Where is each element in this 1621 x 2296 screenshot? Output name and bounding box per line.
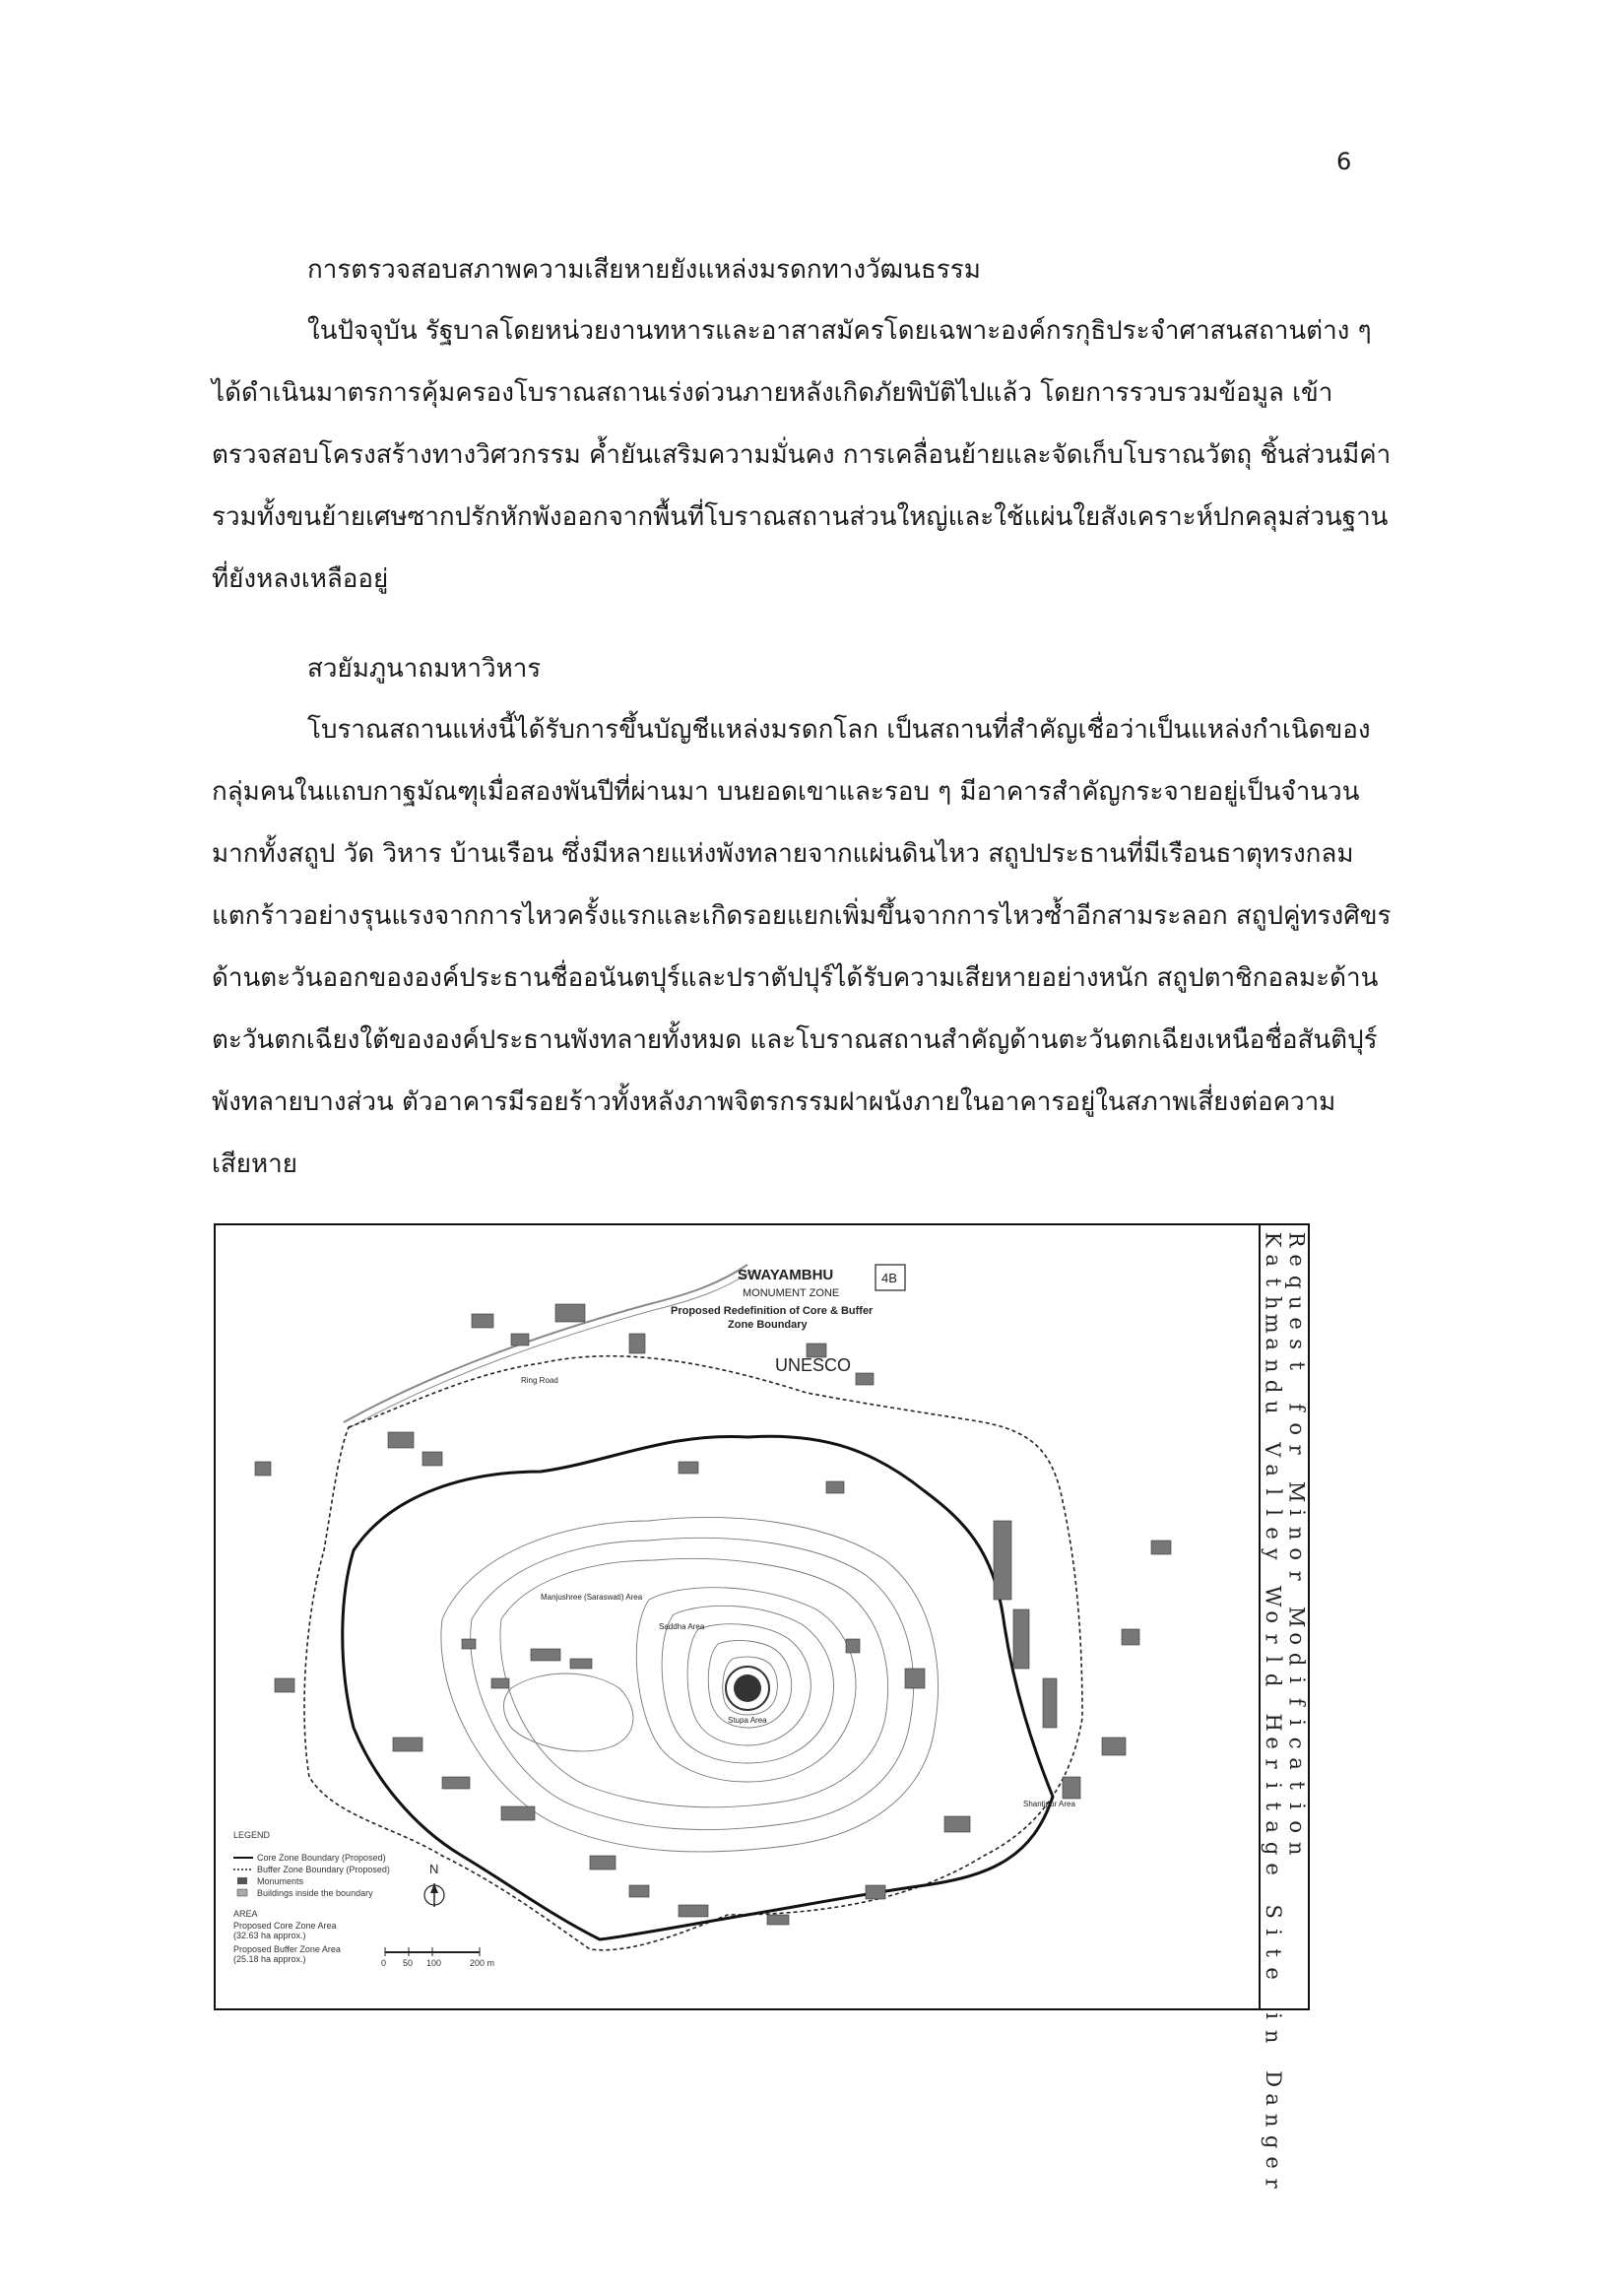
side-title-char: c — [1284, 1737, 1309, 1749]
side-title-char: t — [1284, 1781, 1309, 1790]
side-title-char: V — [1261, 1442, 1285, 1458]
side-title-char: i — [1261, 2012, 1285, 2019]
side-title-char: g — [1261, 1841, 1285, 1855]
side-title-char: e — [1261, 1527, 1285, 1541]
side-title-char: i — [1261, 1782, 1285, 1789]
area-label: Saddha Area — [659, 1622, 705, 1631]
side-title-char: i — [1261, 1929, 1285, 1935]
side-title-char: o — [1284, 1820, 1309, 1834]
scale-bar — [385, 1947, 480, 1956]
side-title-char: o — [1261, 1610, 1285, 1624]
side-title-char — [1262, 1425, 1282, 1432]
side-title-char: u — [1284, 1295, 1309, 1310]
scale-label: 50 — [403, 1958, 414, 1968]
scale-label: 200 m — [470, 1958, 495, 1968]
side-title-char: D — [1261, 2070, 1285, 2087]
side-title-char: S — [1261, 1903, 1285, 1919]
side-title-char: s — [1284, 1339, 1309, 1350]
paragraph-line: ด้านตะวันออกขององค์ประธานชื่ออนันตปุร์และปราตัปปุร์ได้รับความเสียหายอย่างหนัก สถูปตาชิกอลมะด้าน — [212, 963, 1379, 993]
side-title-char: t — [1261, 1278, 1285, 1286]
side-title-char — [1262, 1572, 1282, 1579]
contour-lines — [441, 1517, 939, 1852]
side-title-char: a — [1284, 1757, 1309, 1771]
map-figure — [214, 1223, 1310, 2190]
paragraph-line: พังทลายบางส่วน ตัวอาคารมีรอยร้าวทั้งหลังภาพจิตรกรรมฝาผนังภายในอาคารอยู่ในสภาพเสี่ยงต่อความ — [212, 1087, 1336, 1117]
side-title-char — [1262, 1698, 1282, 1705]
side-title-char: m — [1261, 1313, 1285, 1334]
map-caption-1: Proposed Redefinition of Core & Buffer — [671, 1305, 874, 1317]
legend-item: Buffer Zone Boundary (Proposed) — [257, 1865, 390, 1874]
side-title-char: r — [1261, 1633, 1285, 1644]
side-title-char: i — [1284, 1676, 1309, 1684]
paragraph-line: มากทั้งสถูป วัด วิหาร บ้านเรือน ซึ่งมีหลายแห่งพังทลายจากแผ่นดินไหว สถูปประธานที่มีเรือนธาตุทรงกลม — [212, 839, 1354, 869]
paragraph-line: เสียหาย — [212, 1149, 297, 1179]
paragraph-line: โบราณสถานแห่งนี้ได้รับการขึ้นบัญชีแหล่งมรดกโลก เป็นสถานที่สำคัญเชื่อว่าเป็นแหล่งกำเนิดของ — [307, 715, 1371, 745]
side-title-char — [1262, 1887, 1282, 1894]
road-label: Ring Road — [521, 1376, 558, 1385]
side-title-char — [1262, 2055, 1282, 2062]
paragraph-line: ในปัจจุบัน รัฐบาลโดยหน่วยงานทหารและอาสาสมัครโดยเฉพาะองค์กรกุธิประจำศาสนสถานต่าง ๆ — [307, 316, 1372, 346]
map-subtitle: MONUMENT ZONE — [743, 1287, 840, 1299]
side-title-char: r — [1261, 2178, 1285, 2190]
north-arrow-icon — [424, 1883, 444, 1907]
paragraph-line: ที่ยังหลงเหลืออยู่ — [212, 564, 389, 594]
paragraph-line: ได้ดำเนินมาตรการคุ้มครองโบราณสถานเร่งด่วนภายหลังเกิดภัยพิบัติไปแล้ว โดยการรวบรวมข้อมูล เข้า — [212, 378, 1333, 408]
side-title-char — [1262, 1992, 1282, 1999]
side-title-char: e — [1261, 1737, 1285, 1749]
side-title-char: n — [1261, 1358, 1285, 1373]
side-title-char — [1285, 1593, 1306, 1600]
paragraph-line: กลุ่มคนในแถบกาฐมัณฑุเมื่อสองพันปีที่ผ่านมา บนยอดเขาและรอบ ๆ มีอาคารสำคัญกระจายอยู่เป็นจำนวน — [212, 777, 1360, 807]
side-title-char: i — [1284, 1509, 1309, 1516]
side-title-char: d — [1284, 1652, 1309, 1667]
legend-area-title: AREA — [233, 1909, 258, 1919]
legend-title: LEGEND — [233, 1830, 271, 1840]
map-title: SWAYAMBHU — [738, 1267, 834, 1283]
side-title-char: r — [1284, 1570, 1309, 1581]
paragraph-line: แตกร้าวอย่างรุนแรงจากการไหวครั้งแรกและเกิดรอยแยกเพิ่มขึ้นจากการไหวซ้ำอีกสามระลอก สถูปคู่ทรงศิขร — [212, 901, 1392, 931]
side-title-char: f — [1284, 1404, 1309, 1411]
swayambhu-map — [216, 1225, 1308, 2008]
side-title-char: f — [1284, 1697, 1309, 1706]
side-title-char: d — [1261, 1673, 1285, 1687]
main-stupa-marker — [734, 1674, 761, 1702]
side-title-char: o — [1284, 1631, 1309, 1645]
side-title-char: u — [1261, 1401, 1285, 1414]
side-title-char: l — [1261, 1509, 1285, 1516]
section-heading-damage-survey: การตรวจสอบสภาพความเสียหายยังแหล่งมรดกทางวัฒนธรรม — [307, 255, 981, 285]
side-title-char: e — [1261, 1967, 1285, 1981]
side-title-char: M — [1284, 1480, 1309, 1502]
side-title-char: t — [1261, 1802, 1285, 1810]
side-title-char: q — [1284, 1275, 1309, 1288]
side-title-char: a — [1261, 2093, 1285, 2107]
side-title-char: n — [1284, 1527, 1309, 1541]
side-title-char: y — [1261, 1548, 1285, 1561]
side-title-char: t — [1284, 1361, 1309, 1370]
side-title-char: i — [1284, 1803, 1309, 1810]
side-title-char: e — [1284, 1317, 1309, 1331]
page-number: 6 — [1336, 148, 1352, 175]
side-title-char: W — [1261, 1585, 1285, 1607]
side-title-char: a — [1261, 1464, 1285, 1477]
side-title-char: o — [1284, 1547, 1309, 1561]
north-label: N — [429, 1862, 439, 1876]
side-title-char: r — [1261, 1759, 1285, 1770]
side-title-char: h — [1261, 1295, 1285, 1310]
unesco-label: UNESCO — [775, 1355, 852, 1375]
legend-area-item: Proposed Buffer Zone Area — [233, 1944, 341, 1954]
side-title-char: n — [1261, 2114, 1285, 2128]
side-title-char: e — [1261, 1863, 1285, 1875]
legend-item: Buildings inside the boundary — [257, 1888, 373, 1898]
buffer-zone-boundary — [304, 1356, 1082, 1950]
side-title-char: g — [1261, 2134, 1285, 2149]
plate-number: 4B — [881, 1271, 897, 1285]
side-title-char: a — [1261, 1254, 1285, 1268]
side-title-char: e — [1284, 1254, 1309, 1268]
side-title-char — [1285, 1383, 1306, 1390]
scale-label: 0 — [381, 1958, 387, 1968]
side-title-char: d — [1261, 1380, 1285, 1394]
side-title-char: n — [1284, 1841, 1309, 1856]
area-label: Manjushree (Saraswati) Area — [541, 1593, 643, 1602]
paragraph-line: ตะวันตกเฉียงใต้ขององค์ประธานพังทลายทั้งหมด และโบราณสถานสำคัญด้านตะวันตกเฉียงเหนือชื่อสันติปุร์ — [212, 1025, 1378, 1055]
legend-area-item: Proposed Core Zone Area — [233, 1921, 337, 1931]
side-title-char: n — [1261, 2030, 1285, 2044]
side-title-char: H — [1261, 1713, 1285, 1732]
paragraph-line: ตรวจสอบโครงสร้างทางวิศวกรรม ค้ำยันเสริมความมั่นคง การเคลื่อนย้ายและจัดเก็บโบราณวัตถุ ชิ้นส่วนมีค่า — [212, 440, 1392, 470]
legend-area-item: (25.18 ha approx.) — [233, 1954, 306, 1964]
legend-item: Core Zone Boundary (Proposed) — [257, 1853, 386, 1863]
side-title-char: a — [1261, 1338, 1285, 1351]
side-title-char: e — [1261, 2156, 1285, 2169]
side-title-char: t — [1261, 1948, 1285, 1957]
side-title-char: r — [1284, 1444, 1309, 1455]
side-title-char: a — [1261, 1820, 1285, 1834]
area-label: Shantipur Area — [1023, 1800, 1075, 1808]
legend-item: Monuments — [257, 1876, 304, 1886]
side-title-column-2 — [1285, 1229, 1307, 1859]
side-title-char: l — [1261, 1656, 1285, 1663]
area-label: Stupa Area — [728, 1716, 767, 1725]
side-title-char: R — [1284, 1231, 1309, 1248]
side-title-char: o — [1284, 1421, 1309, 1435]
section-heading-swayambhunath: สวยัมภูนาถมหาวิหาร — [307, 654, 542, 684]
map-caption-2: Zone Boundary — [728, 1319, 808, 1331]
legend-area-item: (32.63 ha approx.) — [233, 1931, 306, 1940]
side-title-char: K — [1261, 1231, 1285, 1248]
side-title-char: l — [1261, 1487, 1285, 1495]
side-title-char — [1285, 1468, 1306, 1475]
paragraph-line: รวมทั้งขนย้ายเศษซากปรักหักพังออกจากพื้นที่โบราณสถานส่วนใหญ่และใช้แผ่นใยสังเคราะห์ปกคลุมส่วนฐาน — [212, 502, 1389, 532]
side-title-char: M — [1284, 1607, 1309, 1628]
side-title-char: i — [1284, 1719, 1309, 1726]
side-title-column-1 — [1262, 1229, 1283, 2195]
scale-label: 100 — [426, 1958, 442, 1968]
